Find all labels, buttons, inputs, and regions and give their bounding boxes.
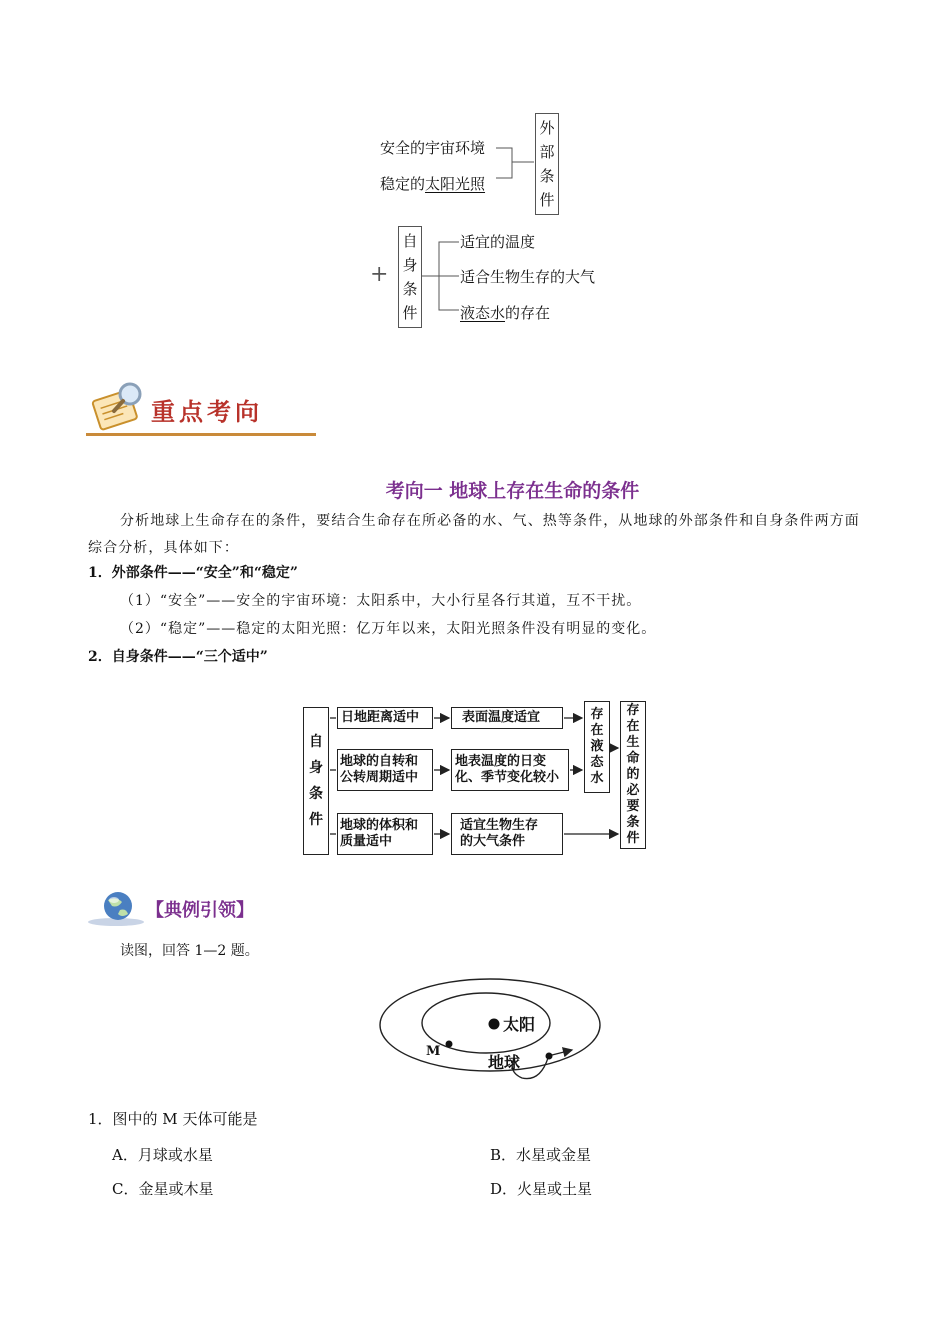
flow-row1-effect: 表面温度适宜: [451, 707, 563, 729]
external-item-stable-prefix: 稳定的: [380, 175, 426, 193]
example-instruction: 读图，回答 1—2 题。: [120, 943, 259, 959]
earth-dot: [546, 1053, 553, 1060]
external-item-safe: 安全的宇宙环境: [380, 139, 486, 157]
self-item-water-rest: 的存在: [505, 304, 551, 322]
sun-dot: [489, 1019, 500, 1030]
option-b-letter: B．: [490, 1146, 517, 1164]
flow-self-box: 自 身 条 件: [303, 707, 329, 855]
section-banner-title: 重点考向: [151, 398, 263, 426]
example-header: 【典例引领】: [146, 900, 254, 921]
section-banner-underline: [86, 433, 316, 436]
notepad-magnifier-icon: [88, 378, 158, 434]
option-d[interactable]: [490, 1178, 592, 1199]
flow-result-box: 存 在 生 命 的 必 要 条 件: [620, 701, 646, 849]
sun-label: 太阳: [503, 1015, 536, 1034]
option-d-letter: D．: [490, 1180, 518, 1198]
external-item-stable: [380, 173, 485, 194]
option-d-text: 火星或土星: [517, 1180, 593, 1198]
external-item-stable-underlined: 太阳光照: [425, 175, 486, 193]
self-item-temperature: 适宜的温度: [460, 233, 536, 251]
topic-intro: 分析地球上生命存在的条件，要结合生命存在所必备的水、气、热等条件，从地球的外部条件和自身条件两方面综合分析，具体如下：: [88, 513, 860, 556]
globe-icon: [86, 888, 150, 928]
flow-row2-effect: 地表温度的日变 化、季节变化较小: [451, 749, 569, 791]
flowchart-arrows: [300, 698, 660, 868]
point1-sub1: （1）“安全”——安全的宇宙环境：太阳系中，大小行星各行其道，互不干扰。: [120, 593, 642, 609]
flow-row2-cause: 地球的自转和 公转周期适中: [337, 749, 433, 791]
question-1: 1．图中的 M 天体可能是: [88, 1110, 258, 1128]
option-b[interactable]: [490, 1144, 591, 1165]
self-item-water: [460, 302, 550, 323]
option-b-text: 水星或金星: [516, 1146, 592, 1164]
point2-title: 2．自身条件——“三个适中”: [88, 649, 268, 665]
self-bracket: [421, 238, 461, 318]
topic-title: 考向一 地球上存在生命的条件: [385, 480, 640, 502]
option-c-letter: C．: [112, 1180, 139, 1198]
self-conditions-box: 自 身 条 件: [398, 226, 422, 328]
m-dot: [446, 1041, 453, 1048]
point1-sub2: （2）“稳定”——稳定的太阳光照：亿万年以来，太阳光照条件没有明显的变化。: [120, 621, 657, 637]
self-item-atmosphere: 适合生物生存的大气: [460, 268, 596, 286]
earth-label: 地球: [488, 1053, 521, 1072]
flow-row3-effect: 适宜生物生存 的大气条件: [451, 813, 563, 855]
option-c-text: 金星或木星: [138, 1180, 214, 1198]
option-c[interactable]: [112, 1178, 214, 1199]
plus-sign: +: [370, 262, 389, 287]
external-conditions-box: 外 部 条 件: [535, 113, 559, 215]
flow-row1-cause: 日地距离适中: [337, 707, 433, 729]
external-bracket: [494, 140, 536, 188]
m-label: M: [426, 1044, 441, 1059]
point1-title: 1．外部条件——“安全”和“稳定”: [88, 565, 298, 581]
self-item-water-underlined: 液态水: [460, 304, 506, 322]
option-a-letter: A．: [112, 1146, 138, 1164]
option-a[interactable]: [112, 1144, 213, 1165]
flow-water-box: 存 在 液 态 水: [584, 701, 610, 793]
option-a-text: 月球或水星: [137, 1146, 213, 1164]
flow-row3-cause: 地球的体积和 质量适中: [337, 813, 433, 855]
